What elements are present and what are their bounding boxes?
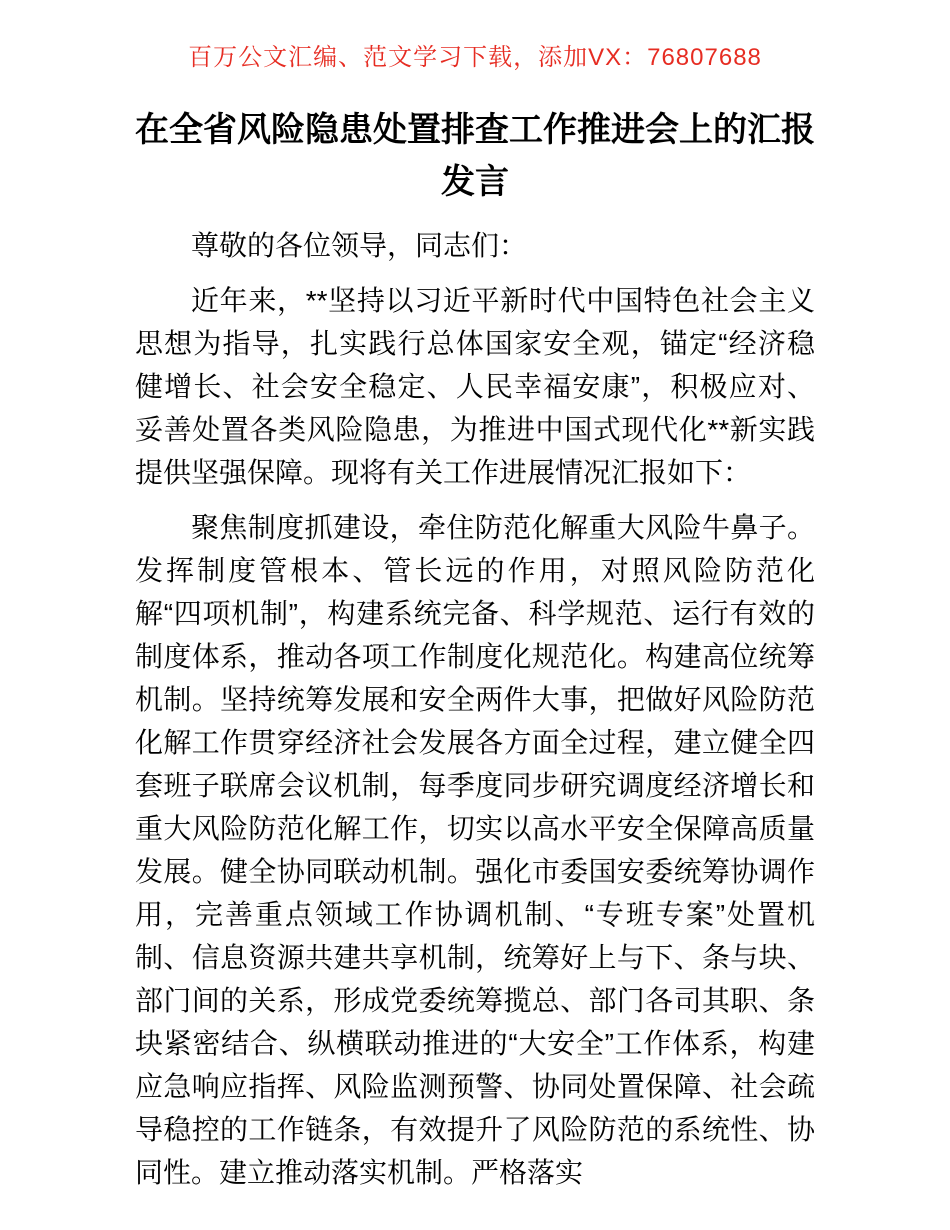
paragraph-salutation: 尊敬的各位领导，同志们： [191, 230, 528, 261]
promo-notice: 百万公文汇编、范文学习下载，添加VX：76807688 [188, 44, 762, 71]
page-title: 在全省风险隐患处置排查工作推进会上的汇报发言 [135, 111, 815, 201]
document-body [135, 224, 815, 1194]
paragraph-body-1: 聚焦制度抓建设，牵住防范化解重大风险牛鼻子。发挥制度管根本、管长远的作用，对照风险防范化解“四项机制”，构建系统完备、科学规范、运行有效的制度体系，推动各项工作制度化规范化。构建高位统筹机制。坚持统筹发展和安全两件大事，把做好风险防范化解工作贯穿经济社会发展各方面全过程，建立健全四套班子联席会议机制，每季度同步研究调度经济增长和重大风险防范化解工作，切实以高水平安全保障高质量发展。健全协同联动机制。强化市委国安委统筹协调作用，完善重点领域工作协调机制、“专班专案”处置机制、信息资源共建共享机制，统筹好上与下、条与块、部门间的关系，形成党委统筹揽总、部门各司其职、条块紧密结合、纵横联动推进的“大安全”工作体系，构建应急响应指挥、风险监测预警、协同处置保障、社会疏导稳控的工作链条，有效提升了风险防范的系统性、协同性。建立推动落实机制。严格落实 [135, 512, 815, 1188]
paragraph-intro: 近年来，**坚持以习近平新时代中国特色社会主义思想为指导，扎实践行总体国家安全观，锚定“经济稳健增长、社会安全稳定、人民幸福安康”，积极应对、妥善处置各类风险隐患，为推进中国式现代化**新实践提供坚强保障。现将有关工作进展情况汇报如下： [135, 285, 815, 488]
